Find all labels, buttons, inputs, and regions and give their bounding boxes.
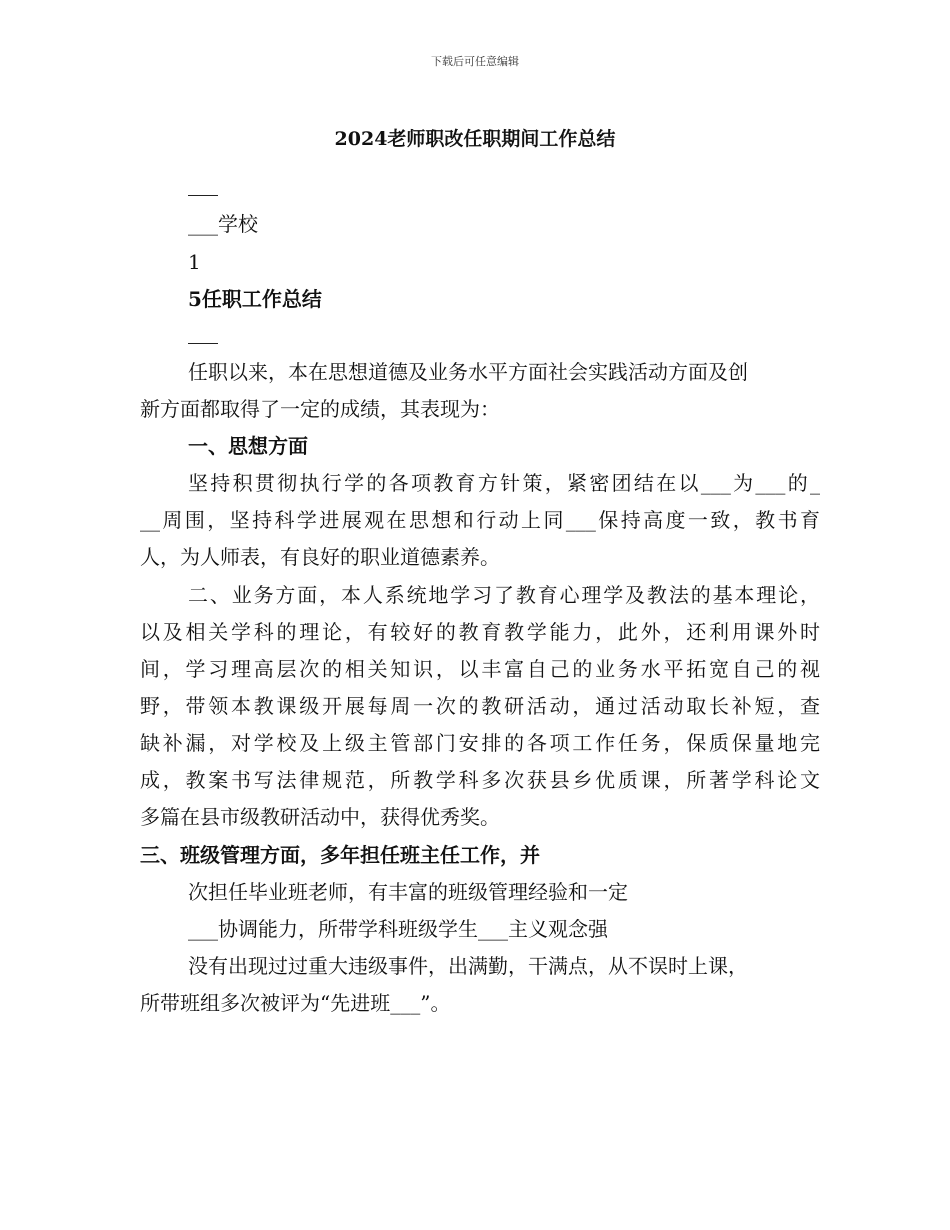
section1-heading: 一、思想方面 <box>188 434 308 458</box>
section2-line-2: 以及相关学科的理论，有较好的教育教学能力，此外，还利用课外时 <box>140 620 820 644</box>
section3-heading: 三、班级管理方面，多年担任班主任工作，并 <box>140 843 540 867</box>
page-header-note: 下载后可任意编辑 <box>431 55 519 68</box>
section1-line-2: __周围，坚持科学进展观在思想和行动上同___保持高度一致，教书育 <box>140 508 820 532</box>
intro-line-2: 新方面都取得了一定的成绩，其表现为： <box>140 397 500 421</box>
school-line: ___学校 <box>188 212 258 236</box>
section3-line-4: 所带班组多次被评为“先进班___”。 <box>140 991 451 1015</box>
section2-line-7: 多篇在县市级教研活动中，获得优秀奖。 <box>140 805 500 829</box>
section2-line-3: 间，学习理高层次的相关知识，以丰富自己的业务水平拓宽自己的视 <box>140 657 820 681</box>
blank-line-2 <box>188 343 218 344</box>
section3-line-2: ___协调能力，所带学科班级学生___主义观念强 <box>188 917 608 941</box>
section2-line-6: 成，教案书写法律规范，所教学科多次获县乡优质课，所著学科论文 <box>140 768 820 792</box>
section3-line-3: 没有出现过过重大违级事件，出满勤，干满点，从不误时上课， <box>188 954 748 978</box>
section1-line-3: 人，为人师表，有良好的职业道德素养。 <box>140 545 500 569</box>
subtitle-line: 5任职工作总结 <box>188 287 322 311</box>
section2-line-4: 野，带领本教课级开展每周一次的教研活动，通过活动取长补短，查 <box>140 694 820 718</box>
section1-line-1: 坚持积贯彻执行学的各项教育方针策，紧密团结在以___为___的_ <box>188 471 820 495</box>
document-title: 2024老师职改任职期间工作总结 <box>334 128 616 150</box>
blank-line-1 <box>188 195 218 196</box>
intro-line-1: 任职以来，本在思想道德及业务水平方面社会实践活动方面及创 <box>188 360 748 384</box>
section2-line-5: 缺补漏，对学校及上级主管部门安排的各项工作任务，保质保量地完 <box>140 731 820 755</box>
section3-line-1: 次担任毕业班老师，有丰富的班级管理经验和一定 <box>188 880 628 904</box>
number-line: 1 <box>188 250 201 274</box>
section2-line-1: 二、业务方面，本人系统地学习了教育心理学及教法的基本理论， <box>188 583 820 607</box>
